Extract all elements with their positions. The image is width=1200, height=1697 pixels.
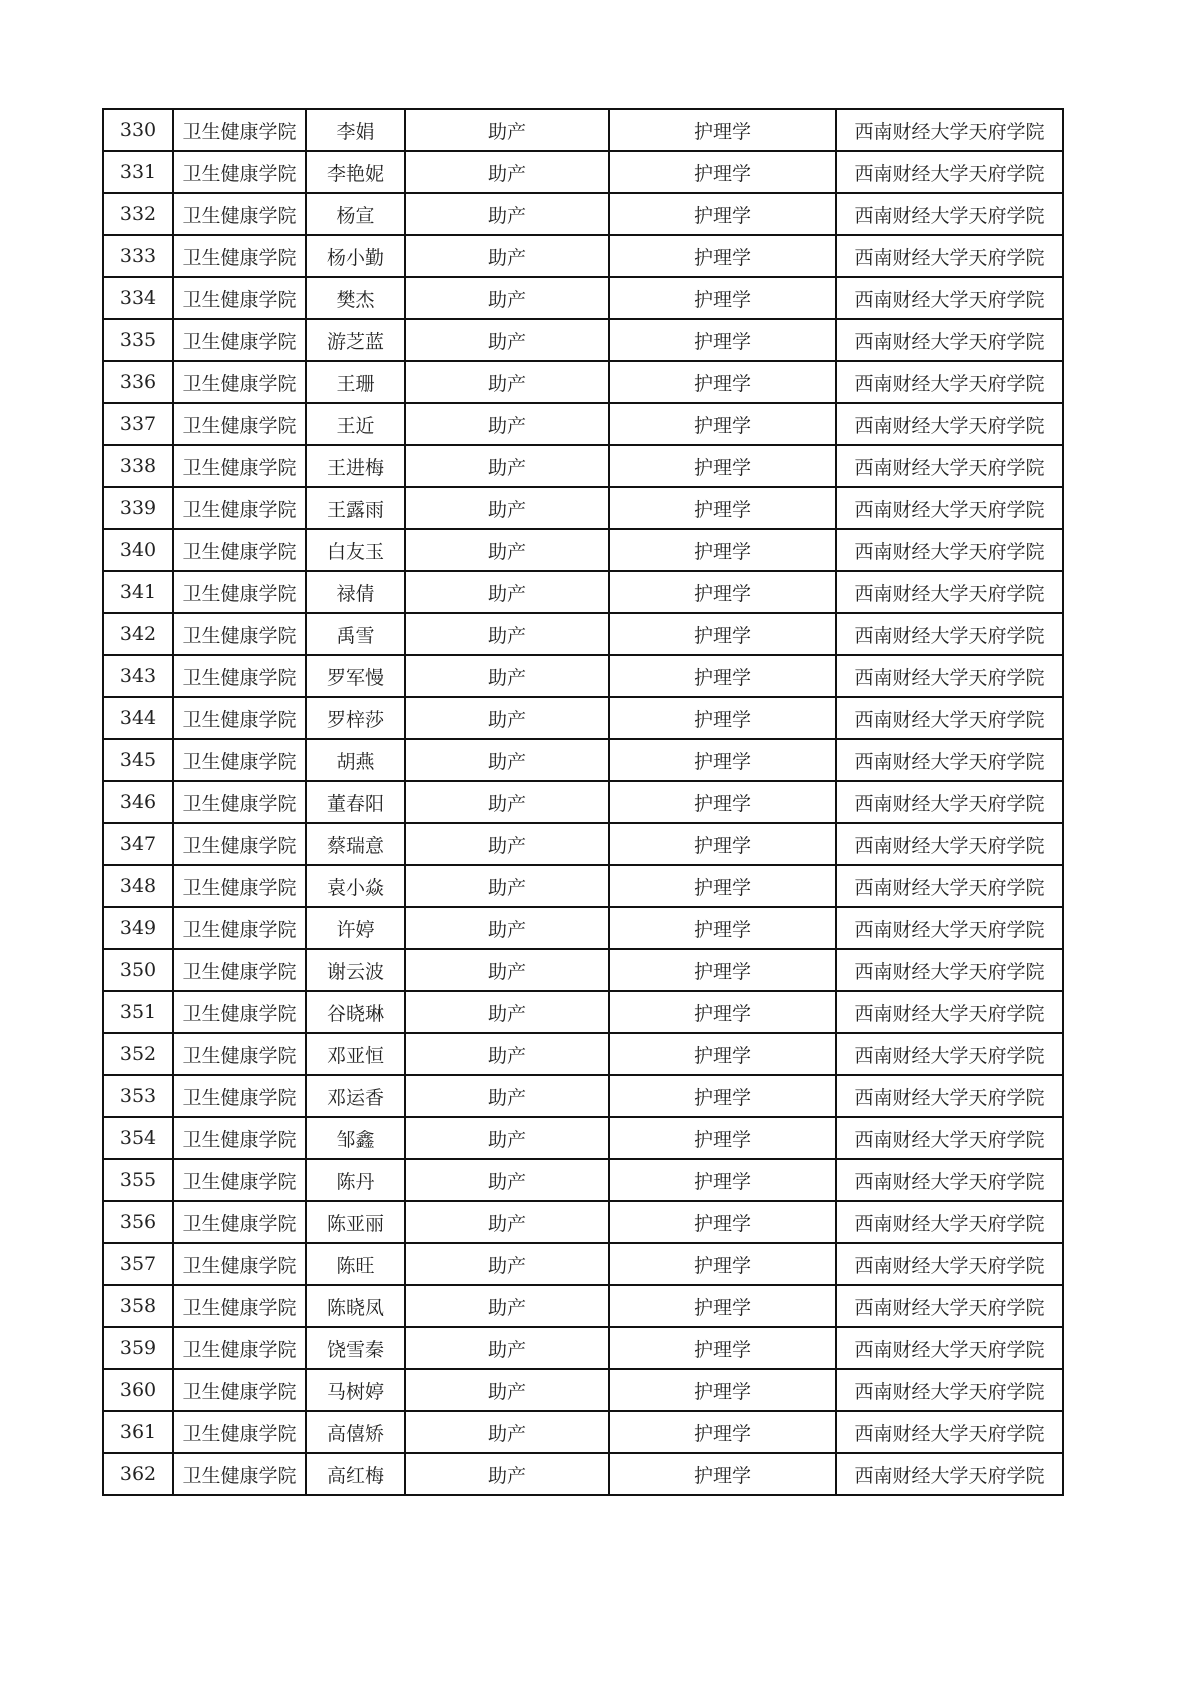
student-name: 罗军慢 xyxy=(306,655,405,697)
student-name: 陈丹 xyxy=(306,1159,405,1201)
major-cell: 助产 xyxy=(405,277,609,319)
institution-cell: 西南财经大学天府学院 xyxy=(836,1075,1063,1117)
row-number: 336 xyxy=(103,361,173,403)
table-row xyxy=(103,1411,1063,1453)
school-cell: 卫生健康学院 xyxy=(173,193,306,235)
major-cell: 助产 xyxy=(405,1369,609,1411)
school-cell: 卫生健康学院 xyxy=(173,571,306,613)
row-number: 357 xyxy=(103,1243,173,1285)
institution-cell: 西南财经大学天府学院 xyxy=(836,865,1063,907)
subject-cell: 护理学 xyxy=(609,529,836,571)
school-cell: 卫生健康学院 xyxy=(173,109,306,151)
row-number: 342 xyxy=(103,613,173,655)
table-row xyxy=(103,1453,1063,1495)
subject-cell: 护理学 xyxy=(609,1327,836,1369)
institution-cell: 西南财经大学天府学院 xyxy=(836,1117,1063,1159)
institution-cell: 西南财经大学天府学院 xyxy=(836,445,1063,487)
row-number: 356 xyxy=(103,1201,173,1243)
school-cell: 卫生健康学院 xyxy=(173,361,306,403)
school-cell: 卫生健康学院 xyxy=(173,1327,306,1369)
school-cell: 卫生健康学院 xyxy=(173,907,306,949)
roster-body xyxy=(103,109,1063,1495)
subject-cell: 护理学 xyxy=(609,1075,836,1117)
major-cell: 助产 xyxy=(405,571,609,613)
institution-cell: 西南财经大学天府学院 xyxy=(836,907,1063,949)
major-cell: 助产 xyxy=(405,655,609,697)
institution-cell: 西南财经大学天府学院 xyxy=(836,109,1063,151)
row-number: 335 xyxy=(103,319,173,361)
row-number: 362 xyxy=(103,1453,173,1495)
school-cell: 卫生健康学院 xyxy=(173,1411,306,1453)
major-cell: 助产 xyxy=(405,1075,609,1117)
table-row xyxy=(103,865,1063,907)
major-cell: 助产 xyxy=(405,487,609,529)
row-number: 351 xyxy=(103,991,173,1033)
student-name: 罗梓莎 xyxy=(306,697,405,739)
school-cell: 卫生健康学院 xyxy=(173,151,306,193)
table-row xyxy=(103,529,1063,571)
table-row xyxy=(103,697,1063,739)
major-cell: 助产 xyxy=(405,613,609,655)
student-name: 禄倩 xyxy=(306,571,405,613)
school-cell: 卫生健康学院 xyxy=(173,403,306,445)
student-name: 蔡瑞意 xyxy=(306,823,405,865)
row-number: 353 xyxy=(103,1075,173,1117)
student-name: 白友玉 xyxy=(306,529,405,571)
table-row xyxy=(103,1075,1063,1117)
school-cell: 卫生健康学院 xyxy=(173,319,306,361)
subject-cell: 护理学 xyxy=(609,1411,836,1453)
institution-cell: 西南财经大学天府学院 xyxy=(836,361,1063,403)
institution-cell: 西南财经大学天府学院 xyxy=(836,529,1063,571)
row-number: 354 xyxy=(103,1117,173,1159)
major-cell: 助产 xyxy=(405,1159,609,1201)
table-row xyxy=(103,361,1063,403)
subject-cell: 护理学 xyxy=(609,151,836,193)
major-cell: 助产 xyxy=(405,193,609,235)
school-cell: 卫生健康学院 xyxy=(173,1075,306,1117)
school-cell: 卫生健康学院 xyxy=(173,1243,306,1285)
subject-cell: 护理学 xyxy=(609,1243,836,1285)
major-cell: 助产 xyxy=(405,991,609,1033)
subject-cell: 护理学 xyxy=(609,865,836,907)
school-cell: 卫生健康学院 xyxy=(173,1033,306,1075)
row-number: 355 xyxy=(103,1159,173,1201)
table-row xyxy=(103,823,1063,865)
institution-cell: 西南财经大学天府学院 xyxy=(836,739,1063,781)
subject-cell: 护理学 xyxy=(609,235,836,277)
row-number: 334 xyxy=(103,277,173,319)
institution-cell: 西南财经大学天府学院 xyxy=(836,1243,1063,1285)
school-cell: 卫生健康学院 xyxy=(173,655,306,697)
student-name: 高红梅 xyxy=(306,1453,405,1495)
table-row xyxy=(103,613,1063,655)
institution-cell: 西南财经大学天府学院 xyxy=(836,991,1063,1033)
institution-cell: 西南财经大学天府学院 xyxy=(836,1453,1063,1495)
institution-cell: 西南财经大学天府学院 xyxy=(836,193,1063,235)
school-cell: 卫生健康学院 xyxy=(173,529,306,571)
row-number: 341 xyxy=(103,571,173,613)
student-name: 高僖矫 xyxy=(306,1411,405,1453)
major-cell: 助产 xyxy=(405,151,609,193)
table-row xyxy=(103,109,1063,151)
student-name: 游芝蓝 xyxy=(306,319,405,361)
row-number: 332 xyxy=(103,193,173,235)
institution-cell: 西南财经大学天府学院 xyxy=(836,403,1063,445)
subject-cell: 护理学 xyxy=(609,823,836,865)
major-cell: 助产 xyxy=(405,697,609,739)
row-number: 359 xyxy=(103,1327,173,1369)
table-row xyxy=(103,277,1063,319)
table-row xyxy=(103,487,1063,529)
row-number: 340 xyxy=(103,529,173,571)
institution-cell: 西南财经大学天府学院 xyxy=(836,571,1063,613)
row-number: 361 xyxy=(103,1411,173,1453)
major-cell: 助产 xyxy=(405,109,609,151)
row-number: 333 xyxy=(103,235,173,277)
institution-cell: 西南财经大学天府学院 xyxy=(836,1369,1063,1411)
major-cell: 助产 xyxy=(405,1285,609,1327)
subject-cell: 护理学 xyxy=(609,403,836,445)
student-roster-table xyxy=(102,108,1064,1496)
institution-cell: 西南财经大学天府学院 xyxy=(836,1285,1063,1327)
row-number: 337 xyxy=(103,403,173,445)
table-row xyxy=(103,1159,1063,1201)
row-number: 347 xyxy=(103,823,173,865)
subject-cell: 护理学 xyxy=(609,655,836,697)
table-row xyxy=(103,235,1063,277)
table-row xyxy=(103,739,1063,781)
student-name: 王近 xyxy=(306,403,405,445)
school-cell: 卫生健康学院 xyxy=(173,1201,306,1243)
major-cell: 助产 xyxy=(405,1201,609,1243)
student-name: 谢云波 xyxy=(306,949,405,991)
institution-cell: 西南财经大学天府学院 xyxy=(836,1033,1063,1075)
row-number: 360 xyxy=(103,1369,173,1411)
row-number: 358 xyxy=(103,1285,173,1327)
major-cell: 助产 xyxy=(405,949,609,991)
major-cell: 助产 xyxy=(405,907,609,949)
student-name: 邓亚恒 xyxy=(306,1033,405,1075)
student-name: 杨小勤 xyxy=(306,235,405,277)
institution-cell: 西南财经大学天府学院 xyxy=(836,235,1063,277)
student-name: 邓运香 xyxy=(306,1075,405,1117)
school-cell: 卫生健康学院 xyxy=(173,697,306,739)
student-name: 饶雪秦 xyxy=(306,1327,405,1369)
institution-cell: 西南财经大学天府学院 xyxy=(836,781,1063,823)
row-number: 352 xyxy=(103,1033,173,1075)
subject-cell: 护理学 xyxy=(609,1453,836,1495)
subject-cell: 护理学 xyxy=(609,109,836,151)
subject-cell: 护理学 xyxy=(609,319,836,361)
student-name: 禹雪 xyxy=(306,613,405,655)
table-row xyxy=(103,1369,1063,1411)
subject-cell: 护理学 xyxy=(609,1201,836,1243)
table-row xyxy=(103,1327,1063,1369)
row-number: 330 xyxy=(103,109,173,151)
school-cell: 卫生健康学院 xyxy=(173,487,306,529)
institution-cell: 西南财经大学天府学院 xyxy=(836,277,1063,319)
row-number: 346 xyxy=(103,781,173,823)
school-cell: 卫生健康学院 xyxy=(173,823,306,865)
subject-cell: 护理学 xyxy=(609,1369,836,1411)
student-name: 李娟 xyxy=(306,109,405,151)
student-name: 李艳妮 xyxy=(306,151,405,193)
row-number: 343 xyxy=(103,655,173,697)
table-row xyxy=(103,1033,1063,1075)
student-name: 陈晓凤 xyxy=(306,1285,405,1327)
major-cell: 助产 xyxy=(405,781,609,823)
major-cell: 助产 xyxy=(405,361,609,403)
school-cell: 卫生健康学院 xyxy=(173,235,306,277)
school-cell: 卫生健康学院 xyxy=(173,1117,306,1159)
institution-cell: 西南财经大学天府学院 xyxy=(836,613,1063,655)
student-name: 谷晓琳 xyxy=(306,991,405,1033)
institution-cell: 西南财经大学天府学院 xyxy=(836,487,1063,529)
row-number: 338 xyxy=(103,445,173,487)
subject-cell: 护理学 xyxy=(609,277,836,319)
student-name: 陈旺 xyxy=(306,1243,405,1285)
student-name: 胡燕 xyxy=(306,739,405,781)
table-row xyxy=(103,1243,1063,1285)
institution-cell: 西南财经大学天府学院 xyxy=(836,319,1063,361)
row-number: 349 xyxy=(103,907,173,949)
school-cell: 卫生健康学院 xyxy=(173,1453,306,1495)
school-cell: 卫生健康学院 xyxy=(173,277,306,319)
subject-cell: 护理学 xyxy=(609,193,836,235)
subject-cell: 护理学 xyxy=(609,487,836,529)
major-cell: 助产 xyxy=(405,529,609,571)
student-name: 樊杰 xyxy=(306,277,405,319)
school-cell: 卫生健康学院 xyxy=(173,1285,306,1327)
school-cell: 卫生健康学院 xyxy=(173,949,306,991)
major-cell: 助产 xyxy=(405,445,609,487)
major-cell: 助产 xyxy=(405,1117,609,1159)
table-row xyxy=(103,403,1063,445)
student-name: 王露雨 xyxy=(306,487,405,529)
institution-cell: 西南财经大学天府学院 xyxy=(836,1411,1063,1453)
student-name: 杨宣 xyxy=(306,193,405,235)
table-row xyxy=(103,445,1063,487)
school-cell: 卫生健康学院 xyxy=(173,781,306,823)
institution-cell: 西南财经大学天府学院 xyxy=(836,151,1063,193)
institution-cell: 西南财经大学天府学院 xyxy=(836,1327,1063,1369)
student-name: 邹鑫 xyxy=(306,1117,405,1159)
row-number: 350 xyxy=(103,949,173,991)
major-cell: 助产 xyxy=(405,823,609,865)
row-number: 339 xyxy=(103,487,173,529)
school-cell: 卫生健康学院 xyxy=(173,865,306,907)
table-row xyxy=(103,151,1063,193)
subject-cell: 护理学 xyxy=(609,1285,836,1327)
table-row xyxy=(103,781,1063,823)
school-cell: 卫生健康学院 xyxy=(173,613,306,655)
institution-cell: 西南财经大学天府学院 xyxy=(836,1201,1063,1243)
major-cell: 助产 xyxy=(405,1327,609,1369)
student-name: 陈亚丽 xyxy=(306,1201,405,1243)
table-row xyxy=(103,1201,1063,1243)
institution-cell: 西南财经大学天府学院 xyxy=(836,1159,1063,1201)
major-cell: 助产 xyxy=(405,1411,609,1453)
row-number: 344 xyxy=(103,697,173,739)
major-cell: 助产 xyxy=(405,319,609,361)
major-cell: 助产 xyxy=(405,739,609,781)
institution-cell: 西南财经大学天府学院 xyxy=(836,655,1063,697)
table-row xyxy=(103,319,1063,361)
school-cell: 卫生健康学院 xyxy=(173,991,306,1033)
table-row xyxy=(103,1285,1063,1327)
student-name: 袁小焱 xyxy=(306,865,405,907)
student-name: 董春阳 xyxy=(306,781,405,823)
subject-cell: 护理学 xyxy=(609,949,836,991)
institution-cell: 西南财经大学天府学院 xyxy=(836,823,1063,865)
subject-cell: 护理学 xyxy=(609,739,836,781)
student-name: 许婷 xyxy=(306,907,405,949)
subject-cell: 护理学 xyxy=(609,1159,836,1201)
major-cell: 助产 xyxy=(405,235,609,277)
school-cell: 卫生健康学院 xyxy=(173,739,306,781)
subject-cell: 护理学 xyxy=(609,1117,836,1159)
subject-cell: 护理学 xyxy=(609,613,836,655)
subject-cell: 护理学 xyxy=(609,571,836,613)
major-cell: 助产 xyxy=(405,865,609,907)
subject-cell: 护理学 xyxy=(609,445,836,487)
institution-cell: 西南财经大学天府学院 xyxy=(836,697,1063,739)
major-cell: 助产 xyxy=(405,403,609,445)
subject-cell: 护理学 xyxy=(609,907,836,949)
major-cell: 助产 xyxy=(405,1243,609,1285)
institution-cell: 西南财经大学天府学院 xyxy=(836,949,1063,991)
table-row xyxy=(103,949,1063,991)
subject-cell: 护理学 xyxy=(609,1033,836,1075)
subject-cell: 护理学 xyxy=(609,781,836,823)
subject-cell: 护理学 xyxy=(609,361,836,403)
student-name: 王进梅 xyxy=(306,445,405,487)
student-name: 王珊 xyxy=(306,361,405,403)
table-row xyxy=(103,1117,1063,1159)
table-row xyxy=(103,655,1063,697)
major-cell: 助产 xyxy=(405,1033,609,1075)
table-row xyxy=(103,571,1063,613)
major-cell: 助产 xyxy=(405,1453,609,1495)
school-cell: 卫生健康学院 xyxy=(173,1369,306,1411)
table-row xyxy=(103,991,1063,1033)
school-cell: 卫生健康学院 xyxy=(173,445,306,487)
school-cell: 卫生健康学院 xyxy=(173,1159,306,1201)
subject-cell: 护理学 xyxy=(609,697,836,739)
student-name: 马树婷 xyxy=(306,1369,405,1411)
row-number: 331 xyxy=(103,151,173,193)
row-number: 348 xyxy=(103,865,173,907)
subject-cell: 护理学 xyxy=(609,991,836,1033)
row-number: 345 xyxy=(103,739,173,781)
table-row xyxy=(103,193,1063,235)
table-row xyxy=(103,907,1063,949)
